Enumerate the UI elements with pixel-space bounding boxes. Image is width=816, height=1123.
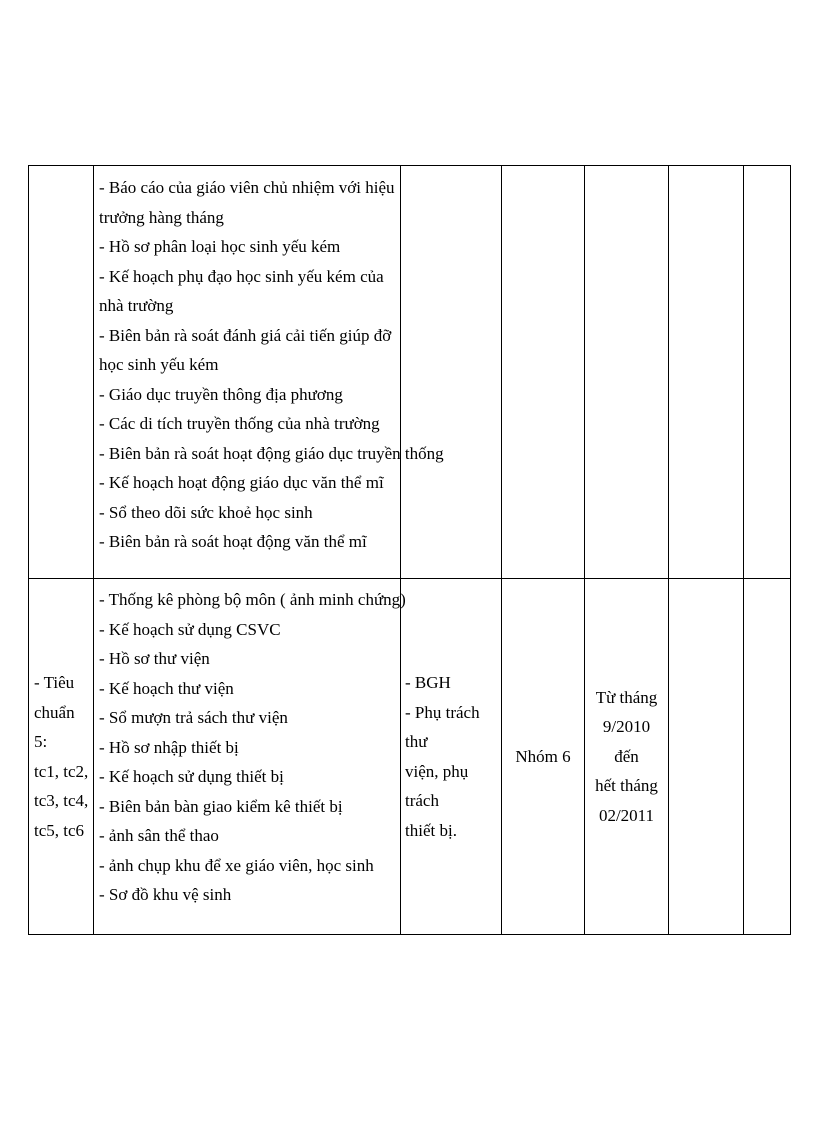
evidence-item: - Báo cáo của giáo viên chủ nhiệm với hiệu trưởng hàng tháng [99,178,395,227]
extra-cell [669,166,744,579]
standard-line: chuẩn 5: [34,702,75,751]
evidence-item: - Hồ sơ nhập thiết bị [99,737,239,757]
evidence-item: - Hồ sơ thư viện [99,649,210,668]
evidence-item: - Thống kê phòng bộ môn ( ảnh minh chứng) [99,590,406,609]
evidence-item: - Biên bản rà soát hoạt động văn thể mĩ [99,532,367,551]
evidence-cell [94,166,444,579]
standard-line: - Tiêu [34,673,75,692]
evidence-item: - Sổ mượn trả sách thư viện [99,708,288,727]
time-line: Từ tháng [595,687,658,707]
evidence-item: - Các di tích truyền thống của nhà trường [99,414,380,433]
standard-line: tc3, tc4, [34,791,89,810]
group-cell [502,166,585,579]
responsible-line: - Phụ trách thư [405,702,480,751]
evidence-item: - Kế hoạch sử dụng thiết bị [99,767,284,786]
standard-cell [29,579,94,935]
responsible-line: - BGH [405,673,451,692]
evidence-item: - Giáo dục truyền thông địa phương [99,384,343,404]
evidence-cell [94,579,406,935]
evidence-item: - ảnh chụp khu để xe giáo viên, học sinh [99,855,374,875]
time-line: 9/2010 đến [602,717,651,766]
time-line: 02/2011 [598,805,655,825]
evidence-item: - Hồ sơ phân loại học sinh yếu kém [99,237,341,256]
evidence-item: - Kế hoạch thư viện [99,678,234,698]
evaluation-plan-table [28,165,791,935]
group-cell [502,579,585,935]
evidence-item: - ảnh sân thể thao [99,826,219,845]
evidence-item: - Kế hoạch phụ đạo học sinh yếu kém của nhà trường [99,266,384,315]
time-line: hết tháng [595,776,658,796]
evidence-item: - Biên bản bàn giao kiểm kê thiết bị [99,796,343,816]
extra-cell [744,579,791,935]
evidence-item: - Sơ đồ khu vệ sinh [99,885,232,904]
extra-cell [744,166,791,579]
evidence-item: - Biên bản rà soát hoạt động giáo dục truyền thống [99,443,444,463]
time-cell [585,166,669,579]
responsible-cell [401,166,502,579]
evidence-item: - Kế hoạch hoạt động giáo dục văn thể mĩ [99,473,384,492]
evidence-item: - Sổ theo dõi sức khoẻ học sinh [99,502,313,522]
table-row [29,579,791,935]
extra-cell [669,579,744,935]
standard-cell [29,166,94,579]
responsible-cell [401,579,502,935]
evidence-item: - Kế hoạch sử dụng CSVC [99,619,281,639]
responsible-line: viện, phụ trách [405,761,469,810]
responsible-line: thiết bị. [405,820,457,840]
group-label: Nhóm 6 [515,746,571,766]
standard-line: tc1, tc2, [34,761,89,781]
time-cell [585,579,669,935]
standard-line: tc5, tc6 [34,820,85,840]
evidence-item: - Biên bản rà soát đánh giá cải tiến giúp đỡ học sinh yếu kém [99,325,392,374]
table-row [29,166,791,579]
